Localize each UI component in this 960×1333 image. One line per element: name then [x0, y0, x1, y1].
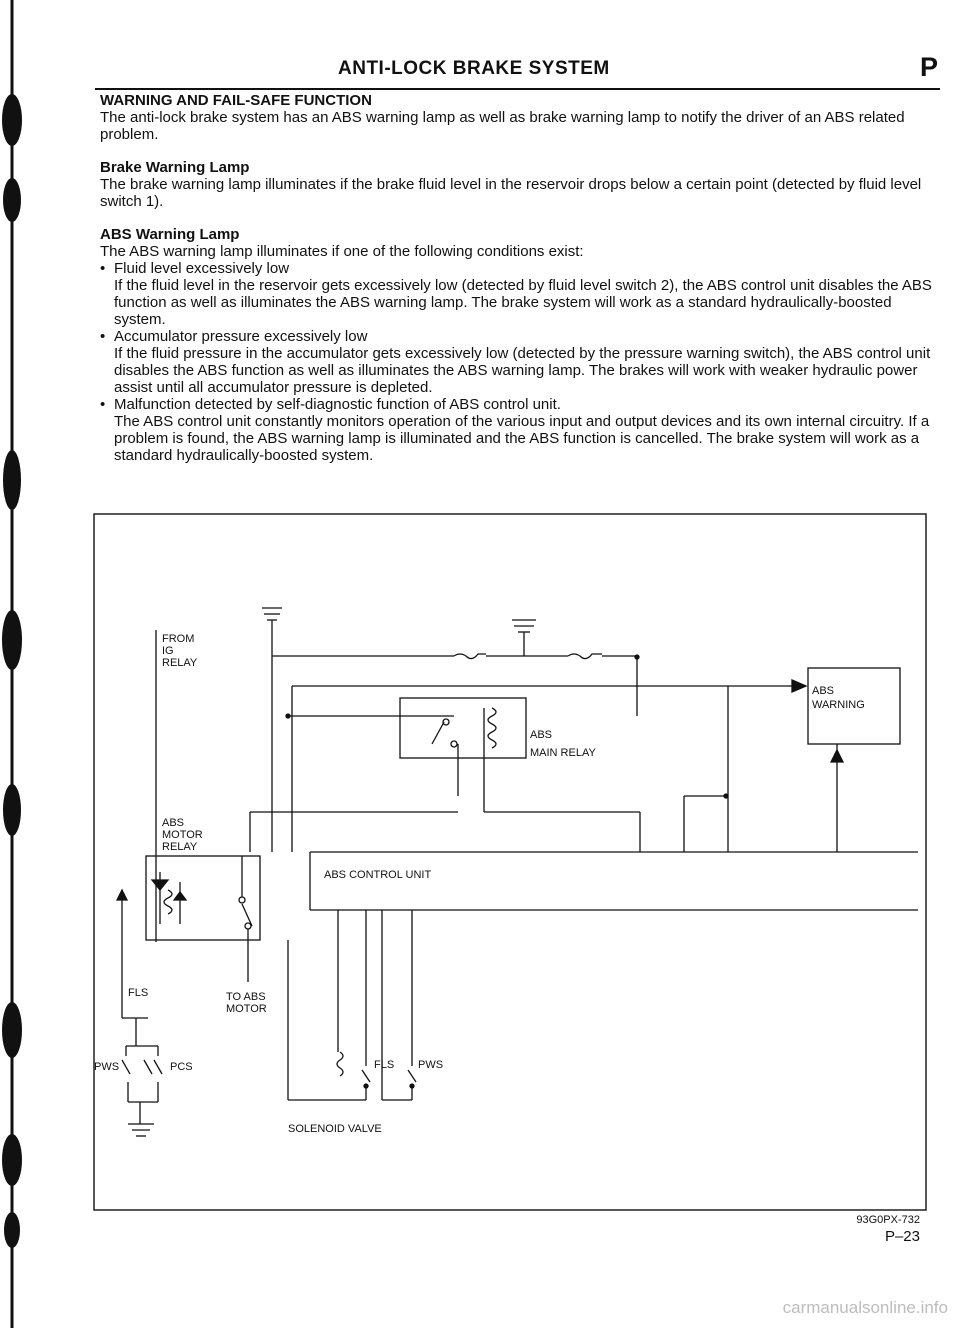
- motor-relay-label: ABS: [162, 817, 185, 829]
- main-relay-label: ABS: [530, 729, 553, 741]
- main-relay-label: MAIN RELAY: [530, 747, 596, 759]
- page-number: P–23: [884, 1228, 920, 1245]
- binding-holes-graphic: [0, 0, 60, 1328]
- item-title: Malfunction detected by self-diagnostic function of ABS control unit.: [114, 396, 561, 413]
- brake-lamp-paragraph: The brake warning lamp illuminates if the brake fluid level in the reservoir drops below a certain point (detected by fluid level switch 1).: [100, 176, 922, 210]
- page-binding-edge: [0, 0, 60, 1328]
- bullet-icon: •: [100, 260, 106, 277]
- item-body: If the fluid level in the reservoir gets excessively low (detected by fluid level switch 2), the ABS control unit disables the ABS function as well as illuminates the ABS warning lamp. The brake system will work as a standard hydraulically-boosted system.: [114, 277, 932, 328]
- to-motor-label: MOTOR: [226, 1003, 267, 1015]
- wiring-diagram-svg: [92, 512, 930, 1212]
- solenoid-pws-label: PWS: [418, 1059, 444, 1071]
- item-body: The ABS control unit constantly monitors operation of the various input and output devices and its own internal circuitry. If a problem is found, the ABS warning lamp is illuminated and the ABS function is cancelled. The brake system will work as a standard hydraulically-boosted system.: [114, 413, 930, 464]
- watermark: carmanualsonline.info: [782, 1298, 948, 1317]
- intro-paragraph: The anti-lock brake system has an ABS warning lamp as well as brake warning lamp to notify the driver of an ABS related problem.: [100, 109, 905, 143]
- motor-relay-label: MOTOR: [162, 829, 203, 841]
- item-title: Accumulator pressure excessively low: [114, 328, 368, 345]
- header-title: ANTI-LOCK BRAKE SYSTEM: [338, 58, 610, 79]
- list-item: [100, 396, 938, 464]
- bullet-icon: •: [100, 396, 106, 413]
- list-item: [100, 260, 938, 328]
- from-label: FROM: [162, 633, 195, 645]
- brake-lamp-heading: Brake Warning Lamp: [100, 159, 250, 176]
- from-label: RELAY: [162, 657, 198, 669]
- abs-warning-label: WARNING: [812, 699, 865, 711]
- figure-code: 93G0PX-732: [856, 1214, 920, 1226]
- from-label: IG: [162, 645, 174, 657]
- pcs-label: PCS: [170, 1061, 193, 1073]
- bullet-icon: •: [100, 328, 106, 345]
- to-motor-label: TO ABS: [226, 991, 266, 1003]
- header-rule: [95, 88, 940, 90]
- control-unit-label: ABS CONTROL UNIT: [324, 869, 432, 881]
- spacer: [100, 210, 938, 226]
- body-text: [100, 92, 938, 464]
- wiring-diagram: [92, 512, 930, 1212]
- solenoid-valve-label: SOLENOID VALVE: [288, 1123, 382, 1135]
- list-item: [100, 328, 938, 396]
- pws-label: PWS: [94, 1061, 120, 1073]
- solenoid-fls-label: FLS: [374, 1059, 395, 1071]
- abs-warning-label: ABS: [812, 685, 835, 697]
- abs-lamp-intro: The ABS warning lamp illuminates if one of the following conditions exist:: [100, 243, 584, 260]
- page-header: [95, 52, 940, 92]
- item-title: Fluid level excessively low: [114, 260, 290, 277]
- condition-list: [100, 260, 938, 464]
- motor-relay-label: RELAY: [162, 841, 198, 853]
- section-heading: WARNING AND FAIL-SAFE FUNCTION: [100, 92, 372, 109]
- item-body: If the fluid pressure in the accumulator gets excessively low (detected by the pressure warning switch), the ABS control unit disables the ABS function as well as illuminates the ABS warning lamp. The brakes will work with weaker hydraulic power assist until all accumulator pressure is depleted.: [114, 345, 931, 396]
- fls-label: FLS: [128, 987, 149, 999]
- spacer: [100, 143, 938, 159]
- section-letter: P: [919, 52, 938, 82]
- abs-lamp-heading: ABS Warning Lamp: [100, 226, 240, 243]
